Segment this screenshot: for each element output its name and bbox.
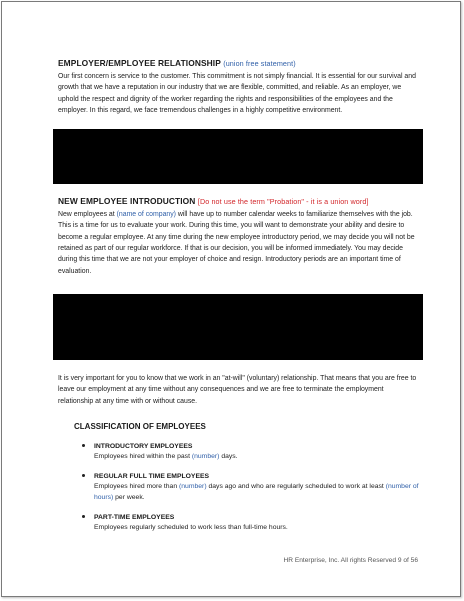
bullet-icon <box>82 474 85 477</box>
classification-description <box>94 481 420 503</box>
classification-title: PART-TIME EMPLOYEES <box>94 513 175 521</box>
number-placeholder: (number) <box>179 482 207 490</box>
section-note: (union free statement) <box>223 59 296 68</box>
paragraph-text: New employees at <box>58 211 117 219</box>
classification-title: REGULAR FULL TIME EMPLOYEES <box>94 472 210 480</box>
description-text: days ago and who are regularly scheduled to work at least <box>206 482 386 490</box>
company-name-placeholder: (name of company) <box>116 211 176 219</box>
new-employee-paragraph <box>58 209 420 277</box>
redacted-block <box>53 294 423 360</box>
section-title: EMPLOYER/EMPLOYEE RELATIONSHIP <box>58 58 221 68</box>
classification-title: INTRODUCTORY EMPLOYEES <box>94 442 193 450</box>
description-text: per week. <box>113 493 145 501</box>
description-text: Employees hired within the past <box>94 452 192 460</box>
description-text: days. <box>219 452 238 460</box>
number-placeholder: (number) <box>191 452 220 460</box>
classification-list <box>58 442 420 533</box>
section-heading-new-employee-introduction <box>58 196 420 207</box>
page-footer: HR Enterprise, Inc. All rights Reserved 9 of 56 <box>283 557 418 564</box>
list-item <box>94 513 420 533</box>
employer-relationship-paragraph: Our first concern is service to the customer. This commitment is not simply financial. It is essential for our survival and growth that we have a reputation in our industry that we are flexible, committed, and reliable. As an employer, we uphold the respect and dignity of the worker regarding the rights and responsibilities of the employees and the employer. In this regard, we face tremendous challenges in a highly competitive environment. <box>58 73 416 114</box>
document-page <box>1 1 461 597</box>
at-will-paragraph: It is very important for you to know that we work in an "at-will" (voluntary) relationship. That means that you are free to leave our employment at any time without any consequences and we are free to terminate the employment relationship at any time with or without cause. <box>58 374 417 405</box>
hours-placeholder: (number of hours) <box>94 482 419 501</box>
section-warning-note: [Do not use the term "Probation" - it is a union word] <box>197 197 369 207</box>
classification-heading: CLASSIFICATION OF EMPLOYEES <box>74 421 206 431</box>
paragraph-text: will have up to number calendar weeks to familiarize themselves with the job. This is a time for us to evaluate your work. During this time, you will want to demonstrate your ability and desire to become a regular employee. At any time during the new employee introductory period, we may decide you will not be retained as part of our regular workforce. If that is our decision, you will be informed immediately. You may decide during this time that we are not your employer of choice and resign. Introductory periods are an important time of evaluation. <box>58 211 415 275</box>
section-heading-employer-relationship <box>58 58 420 69</box>
section-title: NEW EMPLOYEE INTRODUCTION <box>58 196 196 207</box>
list-item <box>94 472 420 503</box>
bullet-icon <box>82 515 85 518</box>
description-text: Employees hired more than <box>94 482 180 490</box>
classification-description <box>94 451 420 462</box>
page-content <box>58 58 420 543</box>
redacted-block <box>53 129 423 184</box>
list-item <box>94 442 420 462</box>
classification-description: Employees regularly scheduled to work less than full-time hours. <box>94 523 288 531</box>
bullet-icon <box>82 444 85 447</box>
